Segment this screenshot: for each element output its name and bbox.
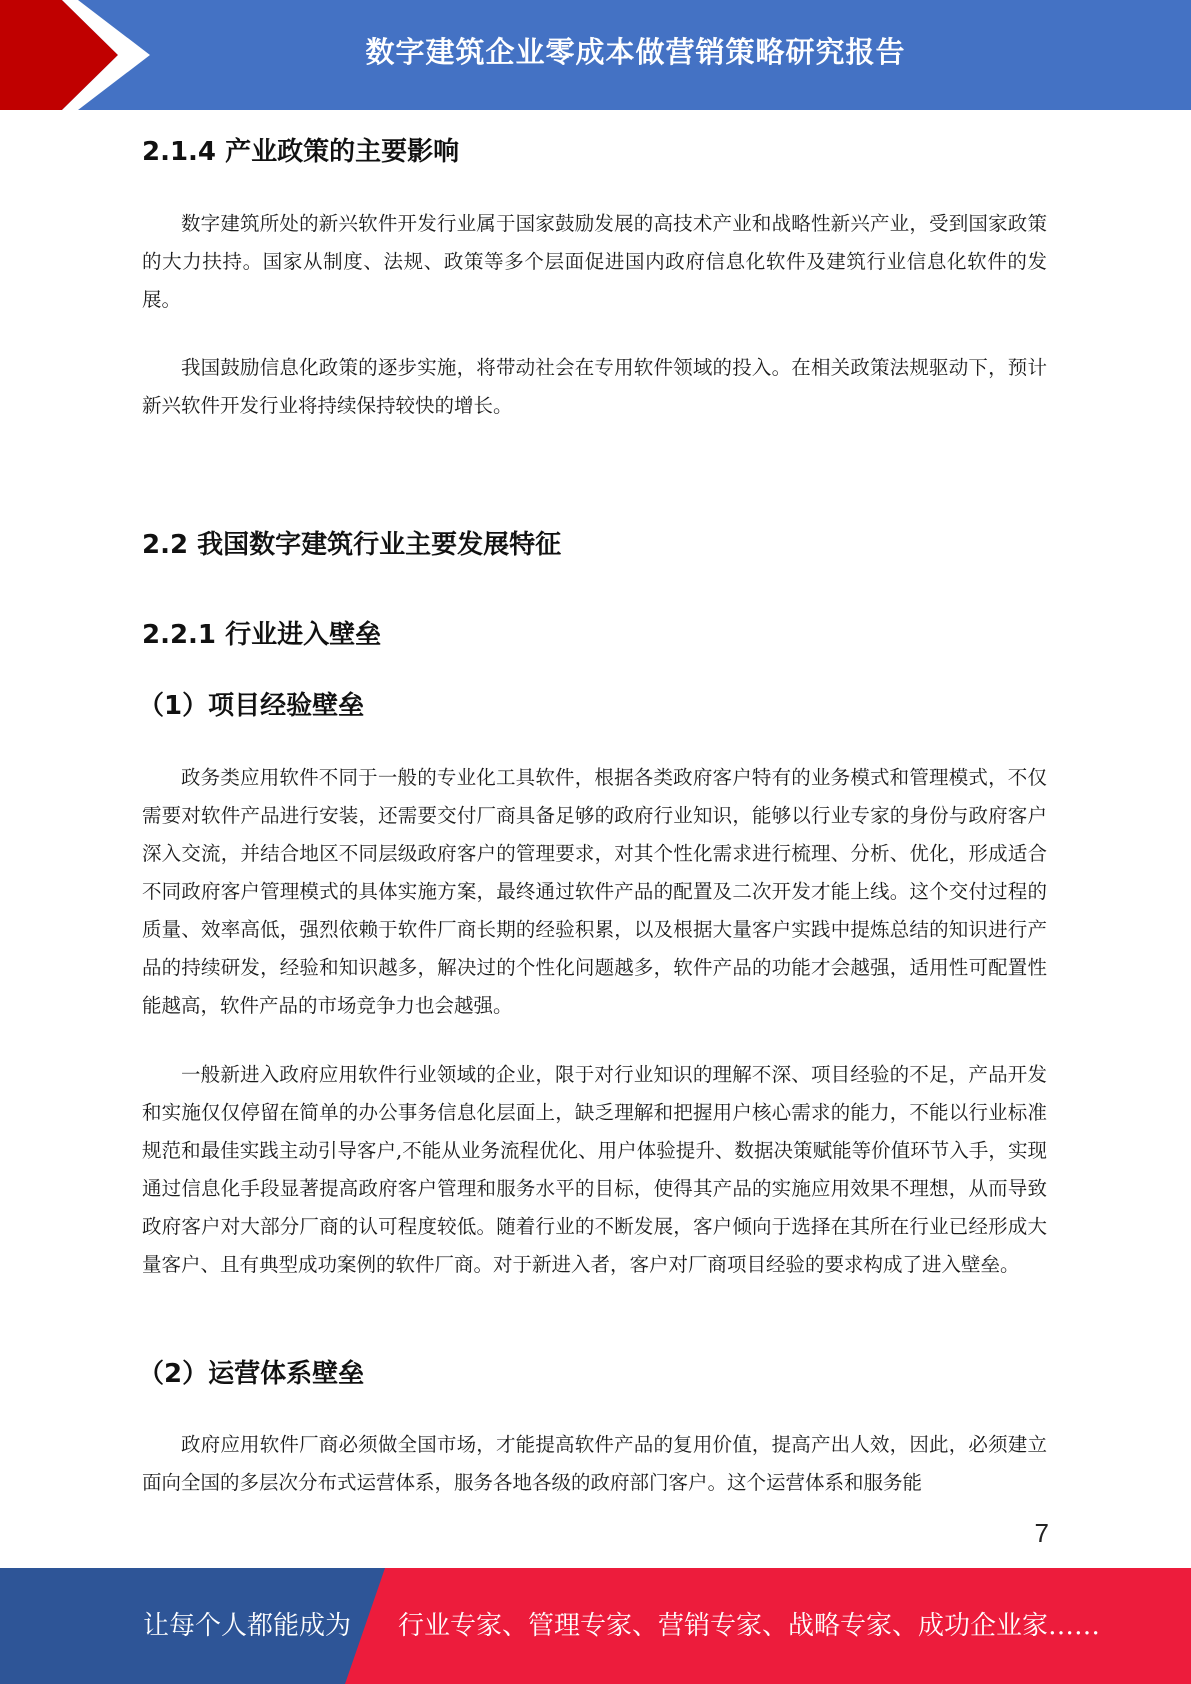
page-footer xyxy=(0,1568,1191,1684)
subsection-heading-operation-system: （2）运营体系壁垒 xyxy=(138,1359,365,1389)
footer-slogan-left: 让每个人都能成为 xyxy=(143,1611,352,1641)
subsection-heading-project-experience: （1）项目经验壁垒 xyxy=(138,691,365,721)
paragraph: 政务类应用软件不同于一般的专业化工具软件，根据各类政府客户特有的业务模式和管理模式，不仅需要对软件产品进行安装，还需要交付厂商具备足够的政府行业知识，能够以行业专家的身份与政府客户深入交流，并结合地区不同层级政府客户的管理要求，对其个性化需求进行梳理、分析、优化，形成适合不同政府客户管理模式的具体实施方案，最终通过软件产品的配置及二次开发才能上线。这个交付过程的质量、效率高低，强烈依赖于软件厂商长期的经验积累，以及根据大量客户实践中提炼总结的知识进行产品的持续研发，经验和知识越多，解决过的个性化问题越多，软件产品的功能才会越强，适用性可配置性能越高，软件产品的市场竞争力也会越强。 xyxy=(142,766,1047,1017)
section-heading-2-1-4: 2.1.4 产业政策的主要影响 xyxy=(142,137,460,167)
header-arrow-decoration xyxy=(0,0,160,110)
document-title: 数字建筑企业零成本做营销策略研究报告 xyxy=(365,35,906,69)
paragraph: 一般新进入政府应用软件行业领域的企业，限于对行业知识的理解不深、项目经验的不足，产品开发和实施仅仅停留在简单的办公事务信息化层面上，缺乏理解和把握用户核心需求的能力，不能以行业标准规范和最佳实践主动引导客户,不能从业务流程优化、用户体验提升、数据决策赋能等价值环节入手，实现通过信息化手段显著提高政府客户管理和服务水平的目标，使得其产品的实施应用效果不理想，从而导致政府客户对大部分厂商的认可程度较低。随着行业的不断发展，客户倾向于选择在其所在行业已经形成大量客户、且有典型成功案例的软件厂商。对于新进入者，客户对厂商项目经验的要求构成了进入壁垒。 xyxy=(142,1063,1047,1276)
paragraph: 政府应用软件厂商必须做全国市场，才能提高软件产品的复用价值，提高产出人效，因此，必须建立面向全国的多层次分布式运营体系，服务各地各级的政府部门客户。这个运营体系和服务能 xyxy=(142,1433,1047,1494)
section-heading-2-2: 2.2 我国数字建筑行业主要发展特征 xyxy=(142,530,562,560)
page-header xyxy=(0,0,1191,110)
page-number: 7 xyxy=(1034,1518,1049,1548)
paragraph: 数字建筑所处的新兴软件开发行业属于国家鼓励发展的高技术产业和战略性新兴产业，受到国家政策的大力扶持。国家从制度、法规、政策等多个层面促进国内政府信息化软件及建筑行业信息化软件的发展。 xyxy=(142,212,1047,311)
paragraph: 我国鼓励信息化政策的逐步实施，将带动社会在专用软件领域的投入。在相关政策法规驱动下，预计新兴软件开发行业将持续保持较快的增长。 xyxy=(142,356,1047,417)
footer-slogan-right: 行业专家、管理专家、营销专家、战略专家、成功企业家…… xyxy=(398,1611,1101,1641)
section-heading-2-2-1: 2.2.1 行业进入壁垒 xyxy=(142,620,382,650)
